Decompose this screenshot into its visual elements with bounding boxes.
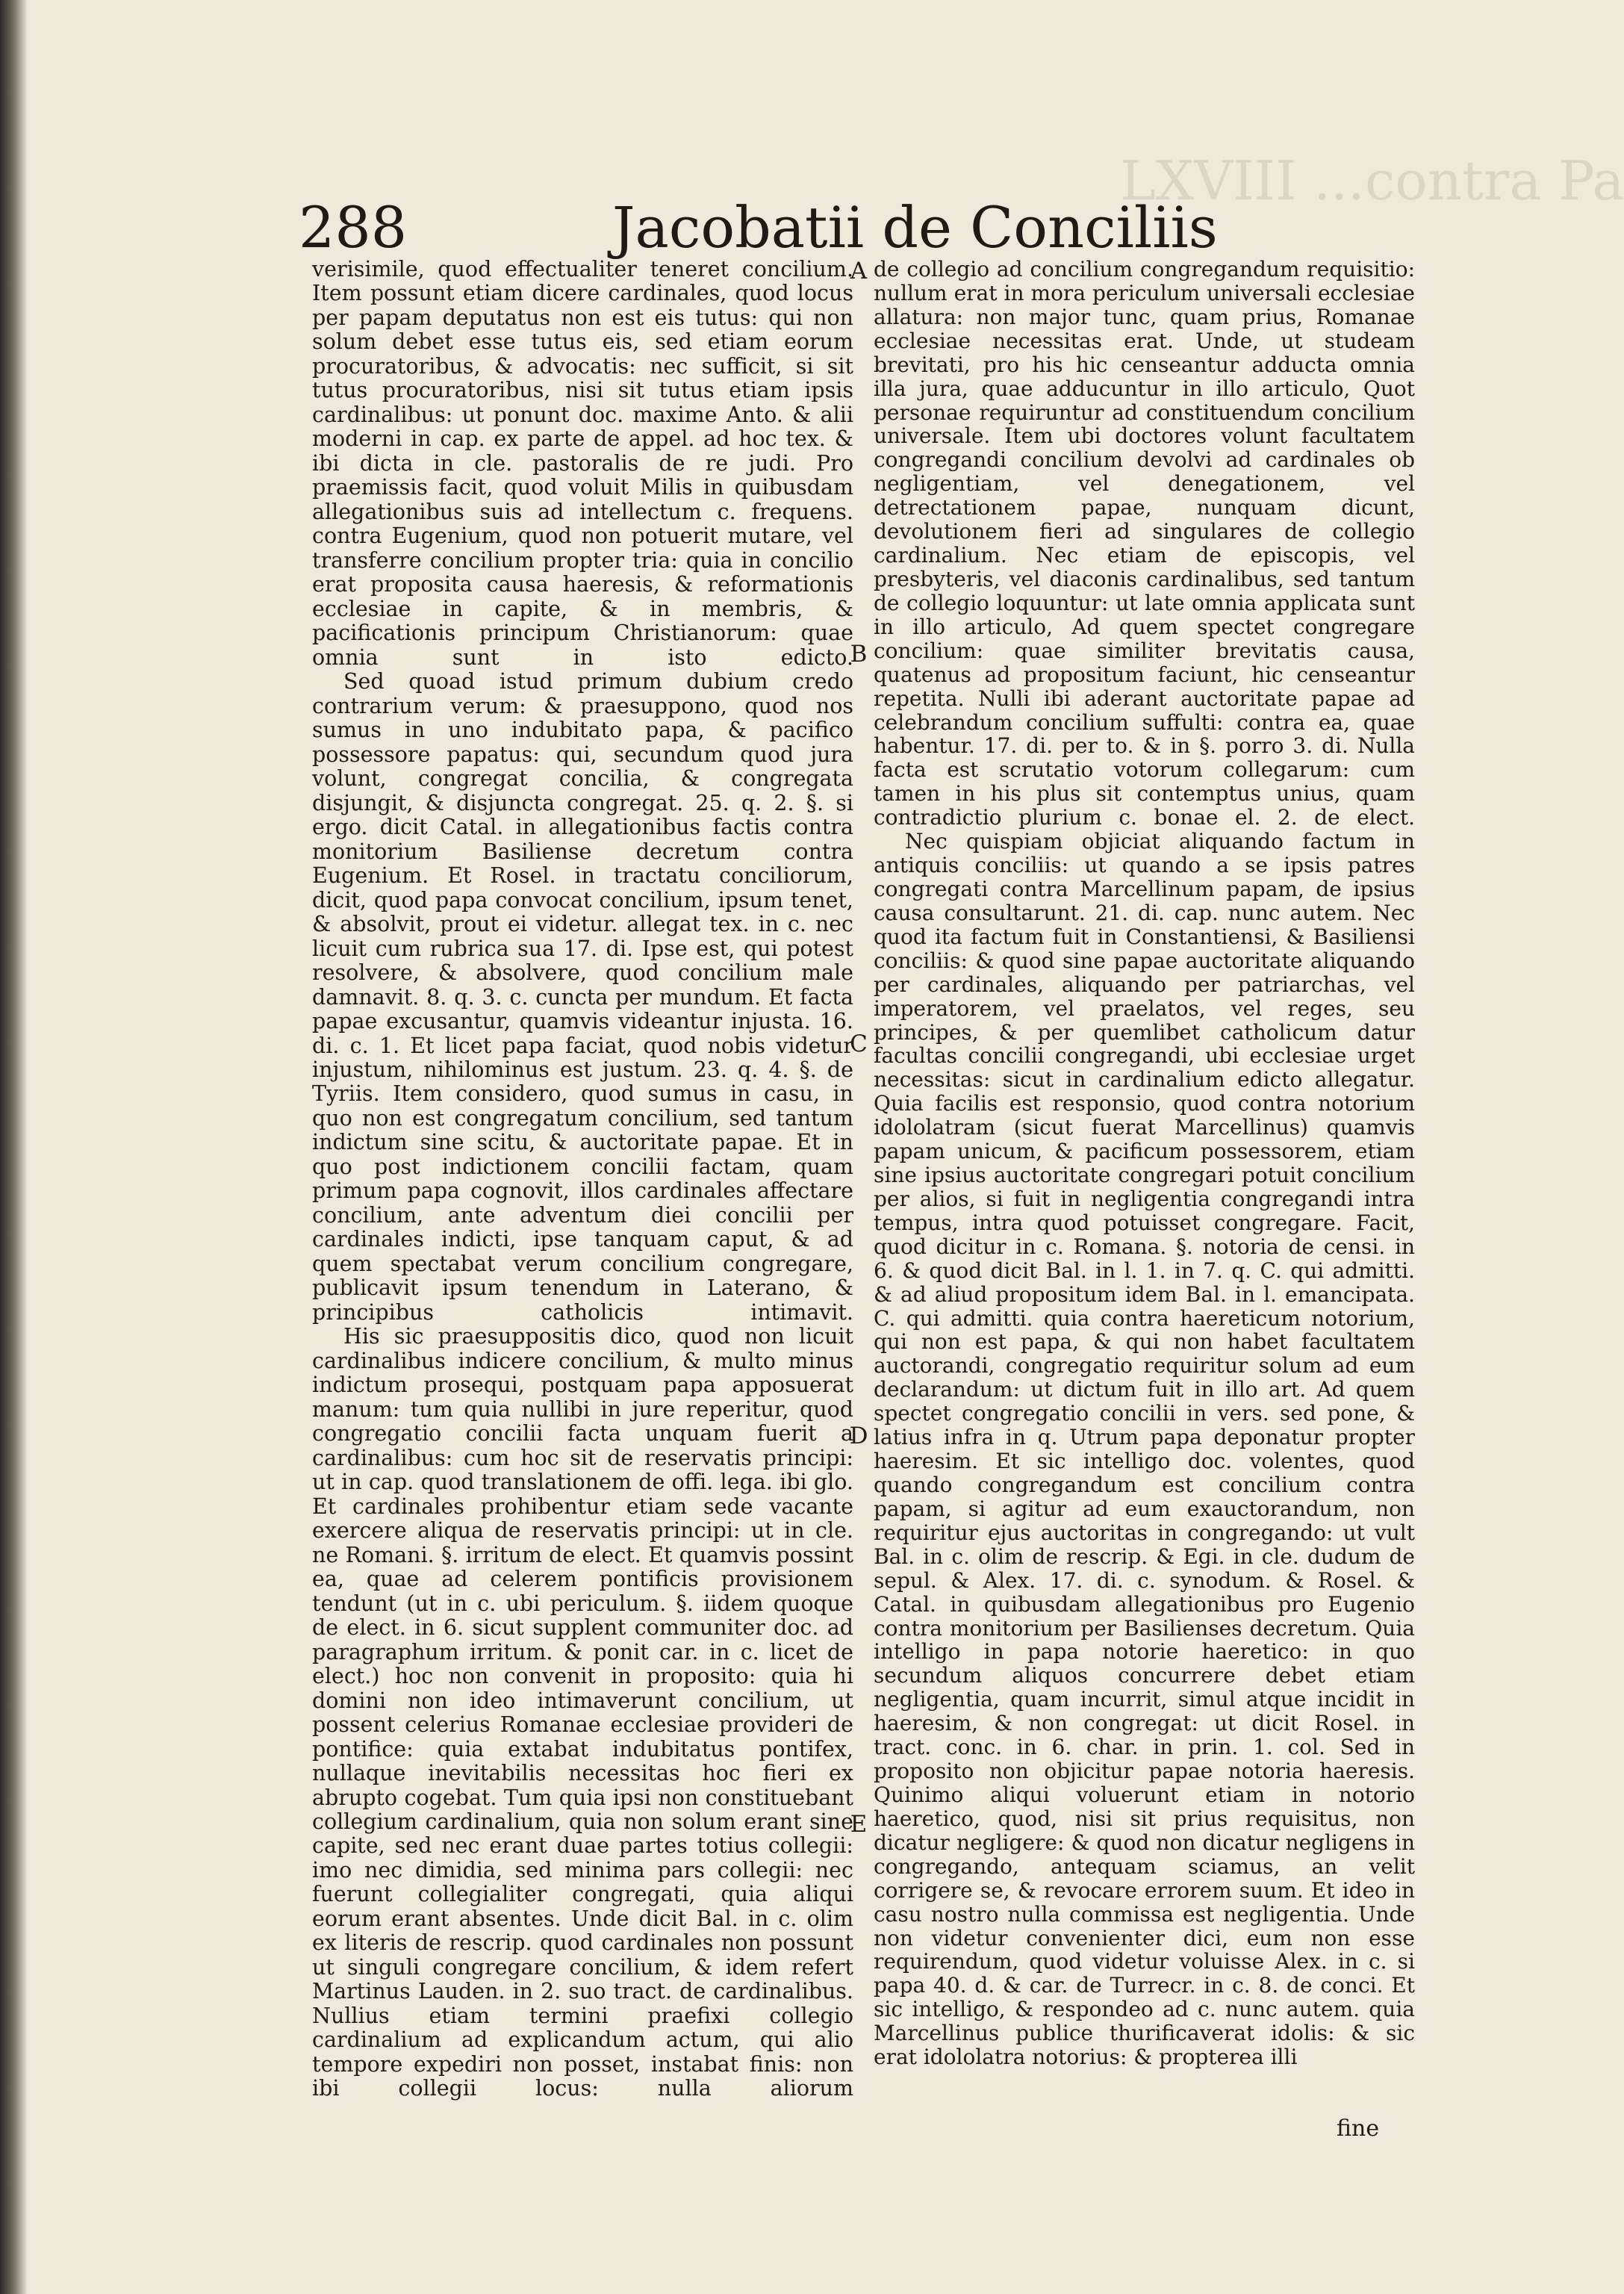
paragraph: verisimile, quod effectualiter teneret concilium. Item possunt etiam dicere cardinales, quod locus per papam deputatus non est eis tutus: qui non solum debet esse tutus eis, sed etiam eorum procuratoribus, & advocatis: nec sufficit, si sit tutus procuratoribus, nisi sit tutus etiam ipsis cardinalibus: ut ponunt doc. maxime Anto. & alii moderni in cap. ex parte de appel. ad hoc tex. & ibi dicta in cle. pastoralis de re judi. Pro praemissis facit, quod voluit Milis in quibusdam allegationibus suis ad intellectum c. frequens. contra Eugenium, quod non potuerit mutare, vel transferre concilium propter tria: quia in concilio erat proposita causa haeresis, & reformationis ecclesiae in capite, & in membris, & pacificationis principum Christianorum: quae omnia sunt in isto edicto. <box>312 257 853 670</box>
paragraph: Nec quispiam objiciat aliquando factum in antiquis conciliis: ut quando a se ipsis patres congregati contra Marcellinum papam, de ipsius causa consultarunt. 21. di. cap. nunc autem. Nec quod ita factum fuit in Constantiensi, & Basiliensi conciliis: & quod sine papae auctoritate aliquando per cardinales, aliquando per patriarchas, vel imperatorem, vel praelatos, vel reges, seu principes, & per quemlibet catholicum datur facultas concilii congregandi, ubi ecclesiae urget necessitas: sicut in cardinalium edicto allegatur. Quia facilis est responsio, quod contra notorium idololatram (sicut fuerat Marcellinus) quamvis papam unicum, & pacificum possessorem, etiam sine ipsius auctoritate congregari potuit concilium per alios, si fuit in negligentia congregandi intra tempus, intra quod potuisset congregare. Facit, quod dicitur in c. Romana. §. notoria de censi. in 6. & quod dicit Bal. in l. 1. in 7. q. C. qui admitti. & ad aliud propositum idem Bal. in l. emancipata. C. qui admitti. quia contra haereticum notorium, qui non est papa, & qui non habet facultatem auctorandi, congregatio requiritur solum ad eum declarandum: ut dictum fuit in illo art. Ad quem spectet congregatio concilii in vers. sed pone, & latius infra in q. Utrum papa deponatur propter haeresim. Et sic intelligo doc. volentes, quod quando congregandum est concilium contra papam, si agitur ad eum exauctorandum, non requiritur ejus auctoritas in congregando: ut vult Bal. in c. olim de rescrip. & Egi. in cle. dudum de sepul. & Alex. 17. di. c. synodum. & Rosel. & Catal. in quibusdam allegationibus pro Eugenio contra monitorium per Basilienses decretum. Quia intelligo in papa notorie haeretico: in quo secundum aliquos concurrere debet etiam negligentia, quam incurrit, simul atque incidit in haeresim, & non congregat: ut dicit Rosel. in tract. conc. in 6. char. in prin. 1. col. Sed in proposito non objicitur papae notoria haeresis. Quinimo aliqui voluerunt etiam in notorio haeretico, quod, nisi sit prius requisitus, non dicatur negligere: & quod non dicatur negligens in congregando, antequam sciamus, an velit corrigere se, & revocare errorem suum. Et ideo in casu nostro nulla commissa est negligentia. Unde non videtur convenienter dici, eum non esse requirendum, quod videtur voluisse Alex. in c. si papa 40. d. & car. de Turrecr. in c. 8. de conci. Et sic intelligo, & respondeo ad c. nunc autem. quia Marcellinus publice thurificaverat idolis: & sic erat idololatra notorius: & propterea illi <box>874 829 1415 2070</box>
margin-marker-a: A <box>850 258 868 285</box>
show-through-text: LXVIII ...contra Pa <box>1120 149 1624 212</box>
left-column <box>312 258 853 2101</box>
paragraph: His sic praesuppositis dico, quod non licuit cardinalibus indicere concilium, & multo minus indictum prosequi, postquam papa apposuerat manum: tum quia nullibi in jure reperitur, quod congregatio concilii facta unquam fuerit a cardinalibus: cum hoc sit de reservatis principi: ut in cap. quod translationem de offi. lega. ibi glo. Et cardinales prohibentur etiam sede vacante exercere aliqua de reservatis principi: ut in cle. ne Romani. §. irritum de elect. Et quamvis possint ea, quae ad celerem pontificis provisionem tendunt (ut in c. ubi periculum. §. iidem quoque de elect. in 6. sicut supplent communiter doc. ad paragraphum irritum. & ponit car. in c. licet de elect.) hoc non convenit in proposito: quia hi domini non ideo intimaverunt concilium, ut possent celerius Romanae ecclesiae provideri de pontifice: quia extabat indubitatus pontifex, nullaque inevitabilis necessitas hoc fieri ex abrupto cogebat. Tum quia ipsi non constituebant collegium cardinalium, quia non solum erant sine capite, sed nec erant duae partes totius collegii: imo nec dimidia, sed minima pars collegii: nec fuerunt collegialiter congregati, quia aliqui eorum erant absentes. Unde dicit Bal. in c. olim ex literis de rescrip. quod cardinales non possunt ut singuli congregare concilium, & idem refert Martinus Lauden. in 2. suo tract. de cardinalibus. Nullius etiam termini praefixi collegio cardinalium ad explicandum actum, qui alio tempore expediri non posset, instabat finis: non ibi collegii locus: nulla aliorum <box>312 1324 853 2101</box>
right-column <box>874 258 1415 2069</box>
paragraph: Sed quoad istud primum dubium credo contrarium verum: & praesuppono, quod nos sumus in uno indubitato papa, & pacifico possessore papatus: qui, secundum quod jura volunt, congregat concilia, & congregata disjungit, & disjuncta congregat. 25. q. 2. §. si ergo. dicit Catal. in allegationibus factis contra monitorium Basiliense decretum contra Eugenium. Et Rosel. in tractatu conciliorum, dicit, quod papa convocat concilium, ipsum tenet, & absolvit, prout ei videtur. allegat tex. in c. nec licuit cum rubrica sua 17. di. Ipse est, qui potest resolvere, & absolvere, quod concilium male damnavit. 8. q. 3. c. cuncta per mundum. Et facta papae excusantur, quamvis videantur injusta. 16. di. c. 1. Et licet papa faciat, quod nobis videtur injustum, nihilominus est justum. 23. q. 4. §. de Tyriis. Item considero, quod sumus in casu, in quo non est congregatum concilium, sed tantum indictum sine scitu, & auctoritate papae. Et in quo post indictionem concilii factam, quam primum papa cognovit, illos cardinales affectare concilium, ante adventum diei concilii per cardinales indicti, ipse tanquam caput, & ad quem spectabat verum concilium congregare, publicavit ipsum tenendum in Laterano, & principibus catholicis intimavit. <box>312 669 853 1325</box>
margin-marker-b: B <box>850 641 868 668</box>
page-number: 288 <box>299 194 408 261</box>
margin-marker-d: D <box>849 1423 868 1449</box>
margin-marker-c: C <box>850 1031 868 1057</box>
catchword: fine <box>1337 2116 1380 2142</box>
running-title: Jacobatii de Conciliis <box>612 194 1218 261</box>
margin-marker-e: E <box>850 1811 868 1838</box>
book-gutter <box>0 0 27 2294</box>
paragraph: de collegio ad concilium congregandum requisitio: nullum erat in mora periculum universali ecclesiae allatura: non major tunc, quam prius, Romanae ecclesiae necessitas erat. Unde, ut studeam brevitati, pro his hic censeantur adducta omnia illa jura, quae adducuntur in illo articulo, Quot personae requiruntur ad constituendum concilium universale. Item ubi doctores volunt facultatem congregandi concilium devolvi ad cardinales ob negligentiam, vel denegationem, vel detrectationem papae, nunquam dicunt, devolutionem fieri ad singulares de collegio cardinalium. Nec etiam de episcopis, vel presbyteris, vel diaconis cardinalibus, sed tantum de collegio loquuntur: ut late omnia applicata sunt in illo articulo, Ad quem spectet congregare concilium: quae similiter brevitatis causa, quatenus ad propositum faciunt, hic censeantur repetita. Nulli ibi aderant auctoritate papae ad celebrandum concilium suffulti: contra ea, quae habentur. 17. di. per to. & in §. porro 3. di. Nulla facta est scrutatio votorum collegarum: cum tamen in his plus sit contemptus unius, quam contradictio plurium c. bonae el. 2. de elect. <box>874 257 1415 830</box>
